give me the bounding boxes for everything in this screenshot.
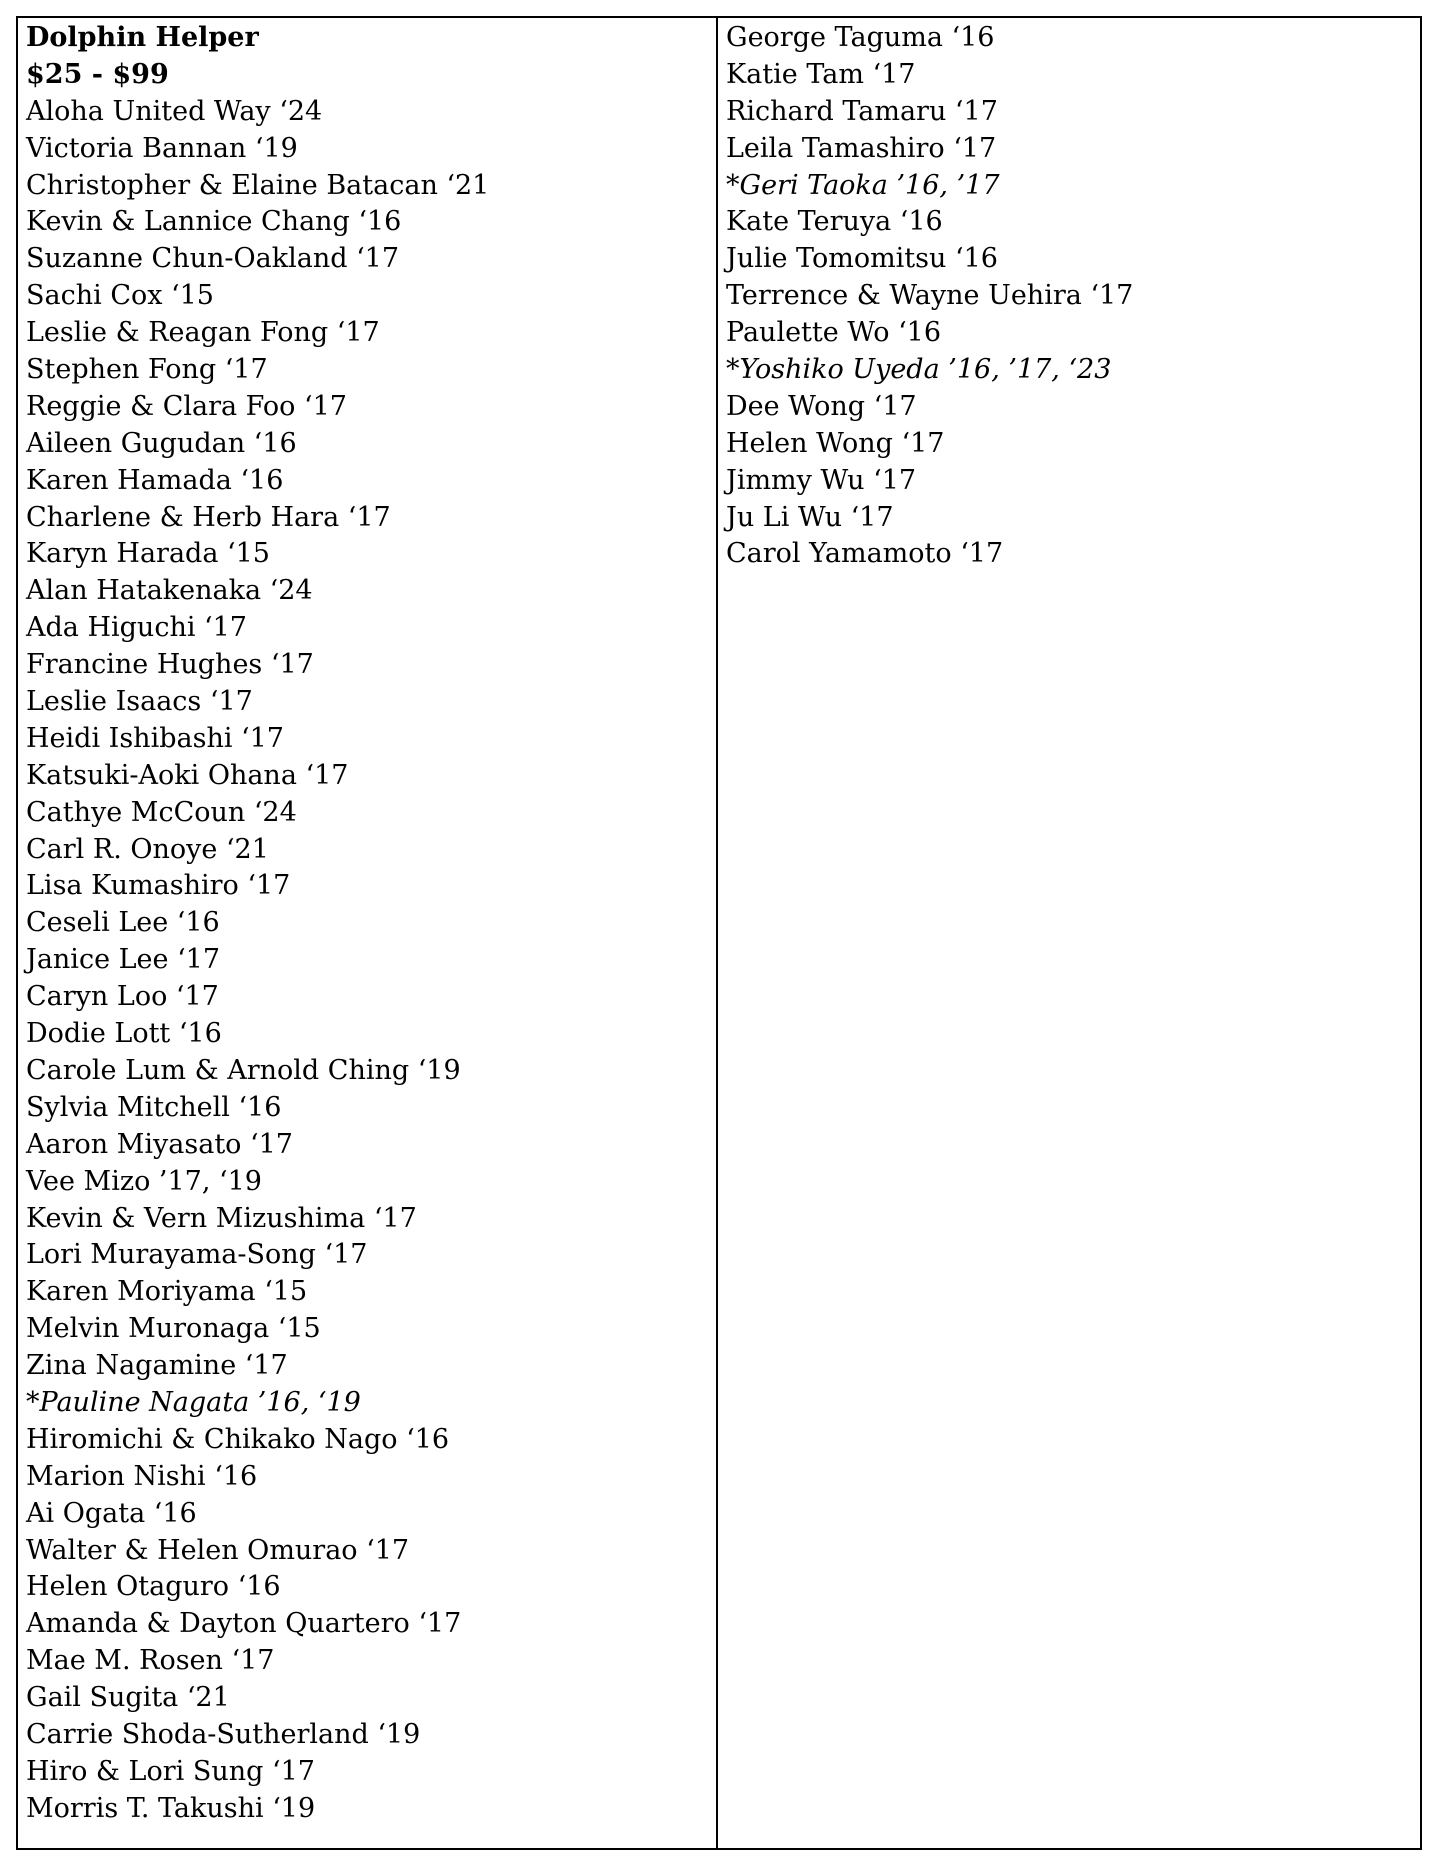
donation-range: $25 - $99 [26, 58, 169, 90]
donor-name: Kevin & Lannice Chang ‘16 [26, 206, 402, 238]
donor-name: Caryn Loo ‘17 [26, 981, 219, 1013]
left-column [18, 18, 718, 1848]
donor-name: Zina Nagamine ‘17 [26, 1350, 288, 1382]
donor-name: Janice Lee ‘17 [26, 944, 221, 976]
donor-name: Kevin & Vern Mizushima ‘17 [26, 1202, 417, 1234]
donor-name: Walter & Helen Omurao ‘17 [26, 1534, 410, 1566]
donor-name: Katsuki-Aoki Ohana ‘17 [26, 759, 349, 791]
donor-name: Carl R. Onoye ‘21 [26, 833, 269, 865]
donor-name: Hiro & Lori Sung ‘17 [26, 1755, 315, 1787]
donor-name: Cathye McCoun ‘24 [26, 796, 297, 828]
donor-name: Paulette Wo ‘16 [726, 317, 942, 349]
donor-name: Aaron Miyasato ‘17 [26, 1128, 293, 1160]
donor-name: Helen Otaguro ‘16 [26, 1571, 281, 1603]
donor-name: Francine Hughes ‘17 [26, 649, 314, 681]
donor-name: Heidi Ishibashi ‘17 [26, 722, 284, 754]
donor-name: Sylvia Mitchell ‘16 [26, 1091, 282, 1123]
donor-name: Carrie Shoda-Sutherland ‘19 [26, 1718, 421, 1750]
donor-name: Ada Higuchi ‘17 [26, 612, 247, 644]
donor-name: Julie Tomomitsu ‘16 [726, 243, 998, 275]
donor-name: Vee Mizo ’17, ‘19 [26, 1165, 262, 1197]
donor-name: Jimmy Wu ‘17 [726, 464, 917, 496]
donor-name: Leila Tamashiro ‘17 [726, 132, 997, 164]
donor-name: Lori Murayama-Song ‘17 [26, 1239, 368, 1271]
donor-name: Mae M. Rosen ‘17 [26, 1645, 275, 1677]
donor-name: Ju Li Wu ‘17 [726, 501, 894, 533]
donor-name: Amanda & Dayton Quartero ‘17 [26, 1608, 462, 1640]
donor-name: Terrence & Wayne Uehira ‘17 [726, 280, 1134, 312]
right-donor-list [726, 20, 1414, 573]
donor-name: Leslie Isaacs ‘17 [26, 686, 253, 718]
donor-name: Stephen Fong ‘17 [26, 354, 268, 386]
donor-name: Kate Teruya ‘16 [726, 206, 943, 238]
donor-name: Karyn Harada ‘15 [26, 538, 270, 570]
donor-name: Melvin Muronaga ‘15 [26, 1313, 321, 1345]
donor-name: Aloha United Way ‘24 [26, 95, 323, 127]
donor-name: Carole Lum & Arnold Ching ‘19 [26, 1054, 461, 1086]
donor-name: Alan Hatakenaka ‘24 [26, 575, 313, 607]
donor-name: Leslie & Reagan Fong ‘17 [26, 317, 380, 349]
donor-name: Richard Tamaru ‘17 [726, 95, 998, 127]
donor-name: Karen Moriyama ‘15 [26, 1276, 308, 1308]
donor-name: Suzanne Chun-Oakland ‘17 [26, 243, 400, 275]
donor-name: Gail Sugita ‘21 [26, 1682, 230, 1714]
section-heading: Dolphin Helper [26, 22, 259, 53]
donor-name: Christopher & Elaine Batacan ‘21 [26, 169, 490, 201]
donor-table [16, 16, 1422, 1850]
donor-name: Karen Hamada ‘16 [26, 464, 284, 496]
donor-name: Carol Yamamoto ‘17 [726, 538, 1004, 570]
donor-name: Ceseli Lee ‘16 [26, 907, 220, 939]
right-column [718, 18, 1420, 1848]
donor-name: Dee Wong ‘17 [726, 390, 917, 422]
donor-name: Aileen Gugudan ‘16 [26, 427, 297, 459]
left-donor-list [26, 94, 710, 1828]
donor-name: Hiromichi & Chikako Nago ‘16 [26, 1423, 450, 1455]
donor-name: Katie Tam ‘17 [726, 58, 916, 90]
donor-name: *Geri Taoka ’16, ’17 [726, 169, 1000, 201]
donor-name: Morris T. Takushi ‘19 [26, 1792, 316, 1824]
donor-name: Victoria Bannan ‘19 [26, 132, 298, 164]
donor-name: Helen Wong ‘17 [726, 427, 945, 459]
donor-name: Ai Ogata ‘16 [26, 1497, 197, 1529]
donor-name: *Yoshiko Uyeda ’16, ’17, ‘23 [726, 354, 1112, 386]
donor-name: *Pauline Nagata ’16, ‘19 [26, 1386, 361, 1418]
donor-name: Reggie & Clara Foo ‘17 [26, 390, 347, 422]
donor-name: Marion Nishi ‘16 [26, 1460, 258, 1492]
donor-name: Lisa Kumashiro ‘17 [26, 870, 291, 902]
donor-name: Dodie Lott ‘16 [26, 1018, 222, 1050]
donor-name: Charlene & Herb Hara ‘17 [26, 501, 391, 533]
donor-name: Sachi Cox ‘15 [26, 280, 214, 312]
donor-name: George Taguma ‘16 [726, 22, 995, 53]
